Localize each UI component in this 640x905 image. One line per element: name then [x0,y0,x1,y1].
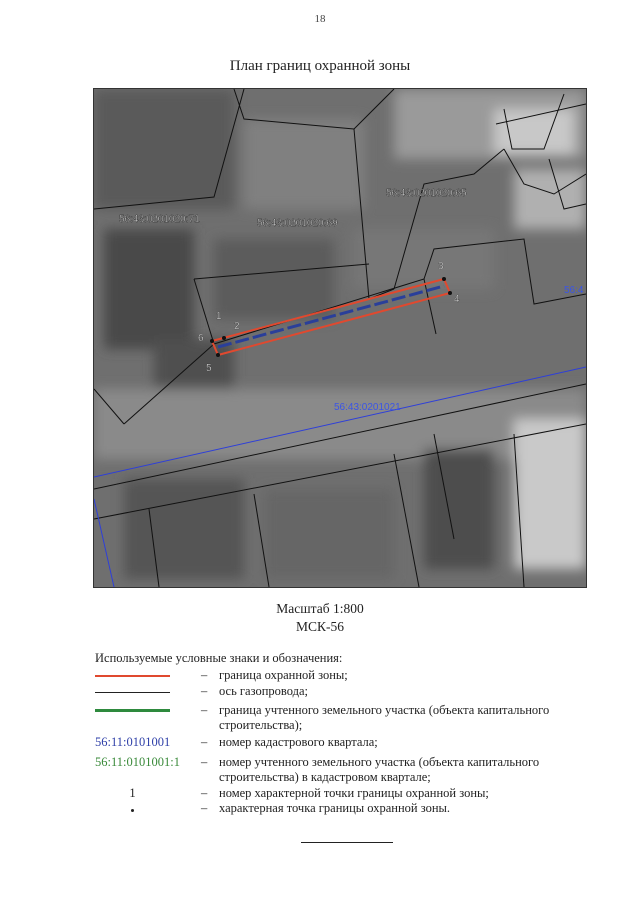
legend-symbol-red-line [95,668,170,677]
legend-symbol-black-line [95,684,170,693]
scale-label: Масштаб 1:800 [276,601,364,616]
point-label-6: 6 [198,333,204,344]
page-title: План границ охранной зоны [229,58,411,74]
point-label-3: 3 [438,261,444,272]
quarter-label: 56:43:0201021 [334,402,401,413]
legend-symbol-point-number: 1 [129,786,136,800]
legend-symbol-parcel-number: 56:11:0101001:1 [95,755,180,769]
quarter-label-edge: 56:4 [564,285,584,296]
legend-symbol-dot [95,801,170,816]
footer-rule [301,842,393,843]
legend-title: Используемые условные знаки и обозначения: [95,651,343,665]
map-image [93,88,587,588]
point-label-2: 2 [234,321,240,332]
point-label-1: 1 [216,311,222,322]
legend-symbol-green-line [95,703,170,712]
parcel-label-65: 56:43:0201020:65 [386,188,467,199]
parcel-label-71: 56:43:0201020:71 [119,214,200,225]
crs-label: МСК-56 [295,619,344,634]
page-number: 18 [314,13,326,25]
parcel-label-69: 56:43:0201020:69 [257,218,338,229]
legend-symbol-quarter-number: 56:11:0101001 [95,735,171,749]
point-label-5: 5 [206,363,212,374]
point-label-4: 4 [454,294,460,305]
scale-block [0,600,640,636]
